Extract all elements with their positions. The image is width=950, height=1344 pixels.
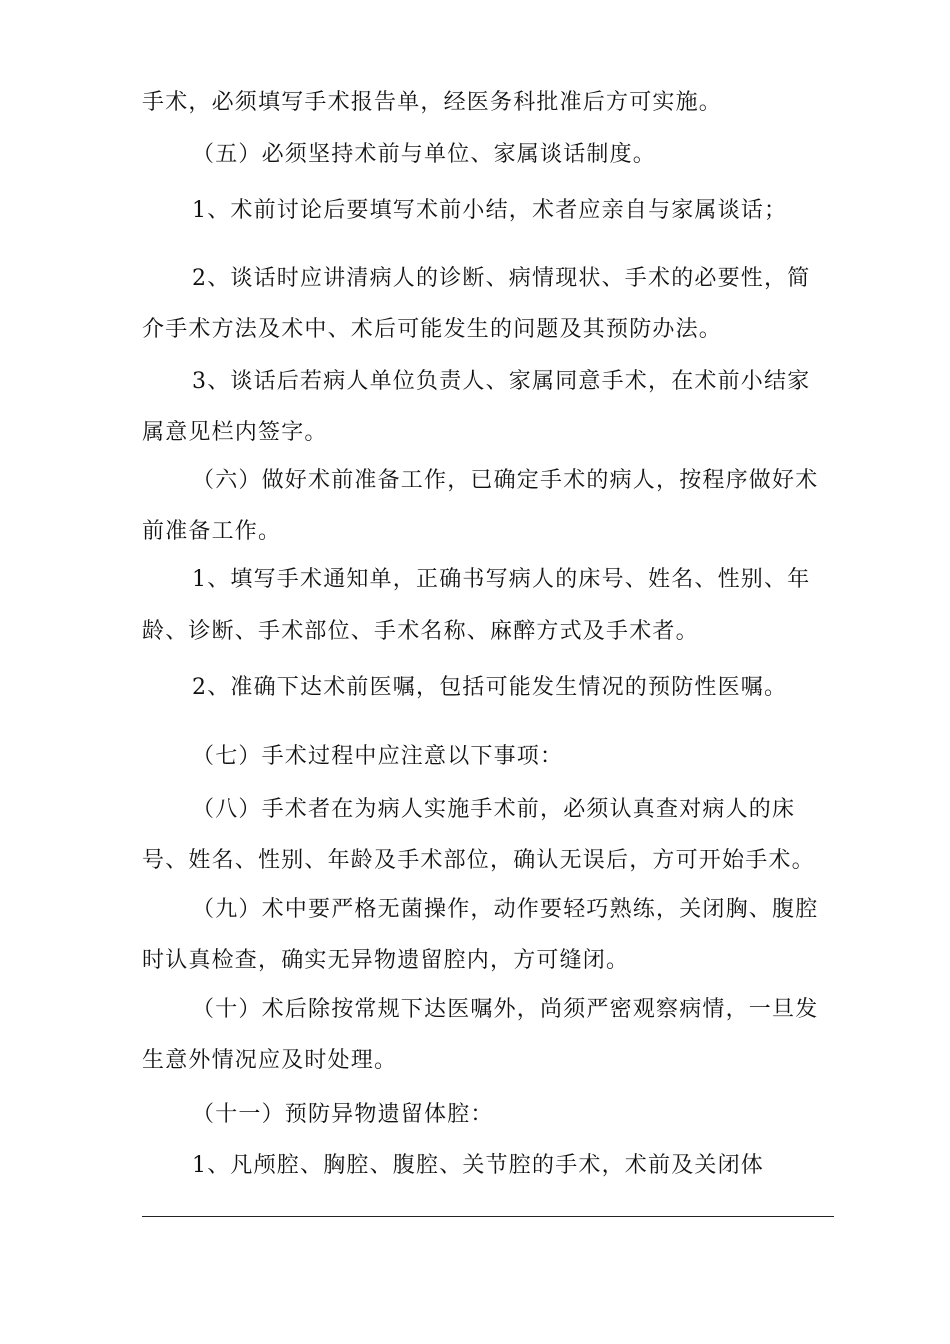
paragraph-line: 1、术前讨论后要填写术前小结，术者应亲自与家属谈话； [192,198,788,223]
paragraph-line: （六）做好术前准备工作，已确定手术的病人，按程序做好术 [192,468,819,493]
paragraph-line: 龄、诊断、手术部位、手术名称、麻醉方式及手术者。 [142,619,699,644]
paragraph-line: 手术，必须填写手术报告单，经医务科批准后方可实施。 [142,90,723,115]
paragraph-line: 2、谈话时应讲清病人的诊断、病情现状、手术的必要性，简 [192,266,811,291]
paragraph-line: 3、谈话后若病人单位负责人、家属同意手术，在术前小结家 [192,369,811,394]
paragraph-line: （九）术中要严格无菌操作，动作要轻巧熟练，关闭胸、腹腔 [192,897,819,922]
paragraph-line: （五）必须坚持术前与单位、家属谈话制度。 [192,142,657,167]
paragraph-line: （十一）预防异物遗留体腔： [192,1102,494,1127]
paragraph-line: 1、凡颅腔、胸腔、腹腔、关节腔的手术，术前及关闭体 [192,1153,764,1178]
paragraph-line: 介手术方法及术中、术后可能发生的问题及其预防办法。 [142,317,723,342]
footer-divider [142,1216,834,1217]
paragraph-line: （七）手术过程中应注意以下事项： [192,744,564,769]
paragraph-line: 时认真检查，确实无异物遗留腔内，方可缝闭。 [142,948,630,973]
paragraph-line: （八）手术者在为病人实施手术前，必须认真查对病人的床 [192,797,796,822]
paragraph-line: 属意见栏内签字。 [142,420,328,445]
paragraph-line: （十）术后除按常规下达医嘱外，尚须严密观察病情，一旦发 [192,997,819,1022]
paragraph-line: 1、填写手术通知单，正确书写病人的床号、姓名、性别、年 [192,567,811,592]
paragraph-line: 生意外情况应及时处理。 [142,1048,398,1073]
paragraph-line: 2、准确下达术前医嘱，包括可能发生情况的预防性医嘱。 [192,675,788,700]
paragraph-line: 号、姓名、性别、年龄及手术部位，确认无误后，方可开始手术。 [142,848,815,873]
paragraph-line: 前准备工作。 [142,519,282,544]
